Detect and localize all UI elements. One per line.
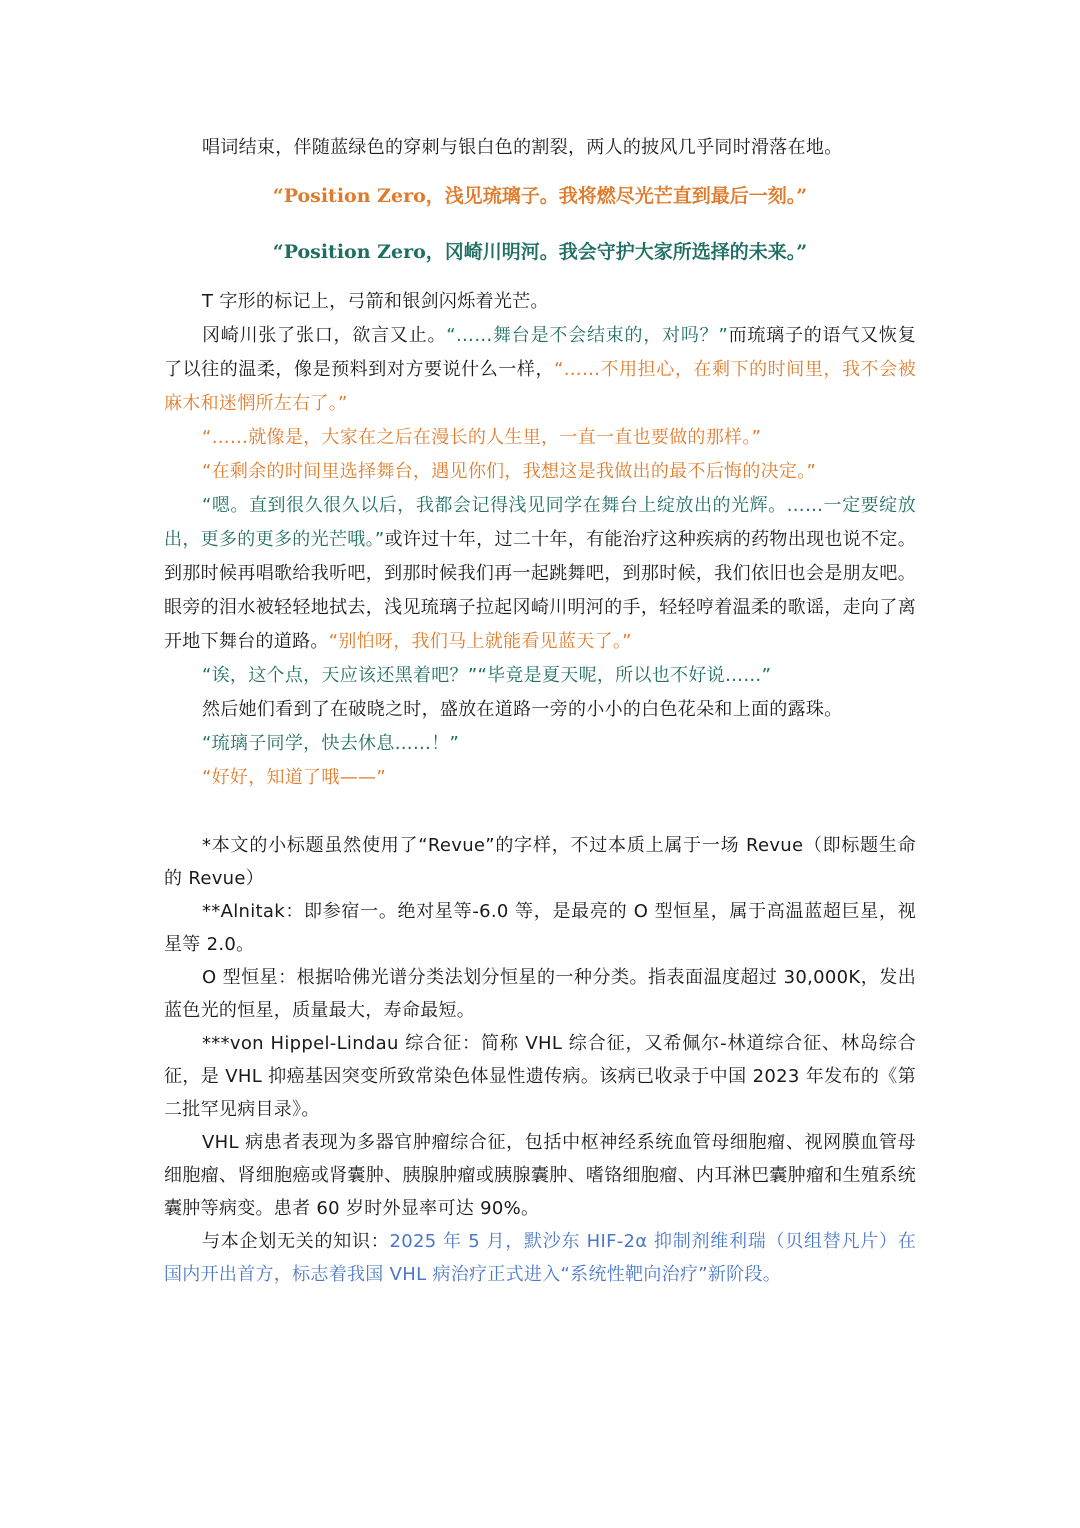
dialogue-green: “嗯。直到很久很久以后，我都会记得浅见同学在舞台上绽放出的光辉。……一定要绽放出，更多的更多的光芒哦。” — [164, 495, 916, 550]
dialogue-orange-line: “在剩余的时间里选择舞台，遇见你们，我想这是我做出的最不后悔的决定。” — [202, 461, 817, 482]
dialogue-orange-line: “好好，知道了哦——” — [202, 767, 386, 788]
footnote-label: 与本企划无关的知识： — [202, 1231, 390, 1252]
dialogue-green-line: “琉璃子同学，快去休息……！” — [202, 733, 460, 754]
narration-text: 冈崎川张了张口，欲言又止。 — [202, 325, 447, 346]
footnote-blue-text: 2025 年 5 月，默沙东 HIF-2α 抑制剂维利瑞（贝组替凡片）在国内开出首方，标志着我国 VHL 病治疗正式进入“系统性靶向治疗”新阶段。 — [164, 1231, 917, 1285]
footnote-revue: *本文的小标题虽然使用了“Revue”的字样，不过本质上属于一场 Revue（即标题生命的 Revue） — [164, 835, 916, 889]
document-body — [164, 131, 916, 1291]
footnote-vhl-syndrome: ***von Hippel-Lindau 综合征：简称 VHL 综合征，又希佩尔-林道综合征、林岛综合征，是 VHL 抑癌基因突变所致常染色体显性遗传病。该病已收录于中国 2023 年发布的《第二批罕见病目录》。 — [164, 1033, 916, 1120]
narration-text: 或许过十年，过二十年，有能治疗这种疾病的药物出现也说不定。到那时候再唱歌给我听吧，到那时候我们再一起跳舞吧，到那时候，我们依旧也会是朋友吧。眼旁的泪水被轻轻地拭去，浅见琉璃子拉起冈崎川明河的手，轻轻哼着温柔的歌谣，走向了离开地下舞台的道路。 — [164, 529, 916, 652]
section-gap — [164, 795, 916, 829]
footnote-o-type-star: O 型恒星：根据哈佛光谱分类法划分恒星的一种分类。指表面温度超过 30,000K，发出蓝色光的恒星，质量最大，寿命最短。 — [164, 967, 916, 1021]
paragraph-dawn-flowers: 然后她们看到了在破晓之时，盛放在道路一旁的小小的白色花朵和上面的露珠。 — [202, 699, 843, 720]
dialogue-green: “……舞台是不会结束的，对吗？” — [446, 325, 729, 346]
quote-position-zero-ruriko: “Position Zero，浅见琉璃子。我将燃尽光芒直到最后一刻。” — [272, 185, 808, 207]
paragraph-dialogue-stage — [164, 319, 916, 421]
dialogue-orange-line: “……就像是，大家在之后在漫长的人生里，一直一直也要做的那样。” — [202, 427, 762, 448]
paragraph-dialogue-sky — [164, 659, 916, 693]
dialogue-green: “诶，这个点，天应该还黑着吧？” — [202, 665, 478, 686]
narration-text: 而琉璃子的语气又恢复了以往的温柔，像是预料到对方要说什么一样， — [164, 325, 917, 380]
dialogue-green: “毕竟是夏天呢，所以也不好说……” — [477, 665, 772, 686]
dialogue-orange: “别怕呀，我们马上就能看见蓝天了。” — [328, 631, 632, 652]
footnote-unrelated-knowledge — [164, 1225, 916, 1291]
quote-position-zero-meiga: “Position Zero，冈崎川明河。我会守护大家所选择的未来。” — [272, 241, 808, 263]
paragraph-t-mark: T 字形的标记上，弓箭和银剑闪烁着光芒。 — [202, 291, 549, 312]
footnote-alnitak: **Alnitak：即参宿一。绝对星等-6.0 等，是最亮的 O 型恒星，属于高温蓝超巨星，视星等 2.0。 — [164, 901, 916, 955]
dialogue-orange: “……不用担心，在剩下的时间里，我不会被麻木和迷惘所左右了。” — [164, 359, 916, 414]
paragraph-ending-lyrics: 唱词结束，伴随蓝绿色的穿刺与银白色的割裂，两人的披风几乎同时滑落在地。 — [202, 137, 843, 158]
paragraph-dialogue-future — [164, 489, 916, 659]
footnote-vhl-symptoms: VHL 病患者表现为多器官肿瘤综合征，包括中枢神经系统血管母细胞瘤、视网膜血管母细胞瘤、肾细胞癌或肾囊肿、胰腺肿瘤或胰腺囊肿、嗜铬细胞瘤、内耳淋巴囊肿瘤和生殖系统囊肿等病变。患者 60 岁时外显率可达 90%。 — [164, 1132, 916, 1219]
footnotes — [164, 829, 916, 1291]
